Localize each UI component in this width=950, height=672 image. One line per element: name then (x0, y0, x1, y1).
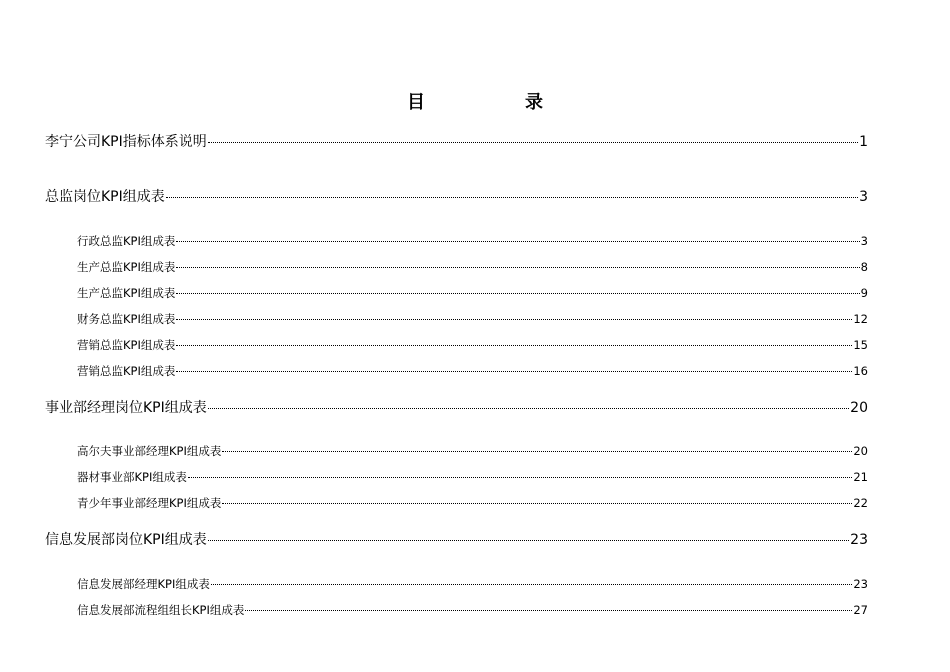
toc-entry-page: 3 (860, 234, 868, 248)
toc-entry-page: 27 (853, 603, 868, 617)
toc-entry[interactable] (45, 529, 868, 549)
toc-entry[interactable] (45, 397, 868, 417)
toc-entry-label: 总监岗位KPI组成表 (45, 189, 165, 205)
toc-entry-page: 23 (850, 532, 868, 548)
toc-subentry[interactable] (77, 363, 868, 379)
toc-subentry[interactable] (77, 259, 868, 275)
toc-subentry[interactable] (77, 495, 868, 511)
toc-entry-page: 15 (853, 338, 868, 352)
toc-entry-label: 信息发展部流程组组长KPI组成表 (77, 603, 245, 617)
toc-entry-label: 信息发展部岗位KPI组成表 (45, 532, 207, 548)
dot-leader (208, 540, 849, 541)
toc-entry-label: 营销总监KPI组成表 (77, 338, 176, 352)
dot-leader (176, 319, 852, 320)
toc-entry[interactable] (45, 186, 868, 206)
toc-entry-page: 20 (850, 400, 868, 416)
toc-entry-page: 1 (859, 134, 868, 150)
toc-title-char-1: 目 (407, 92, 425, 113)
toc-subentry[interactable] (77, 285, 868, 301)
toc-entry-page: 16 (853, 364, 868, 378)
toc-subentry[interactable] (77, 337, 868, 353)
dot-leader (208, 142, 858, 143)
toc-entry-label: 器材事业部KPI组成表 (77, 470, 187, 484)
dot-leader (245, 610, 852, 611)
dot-leader (176, 267, 859, 268)
toc-entry-label: 高尔夫事业部经理KPI组成表 (77, 444, 222, 458)
dot-leader (211, 584, 852, 585)
toc-subentry[interactable] (77, 233, 868, 249)
toc-entry-page: 3 (859, 189, 868, 205)
toc-entry-label: 信息发展部经理KPI组成表 (77, 577, 210, 591)
toc-entry-page: 20 (853, 444, 868, 458)
toc-subentry[interactable] (77, 602, 868, 618)
dot-leader (176, 293, 859, 294)
toc-entry-page: 9 (860, 286, 868, 300)
toc-entry[interactable] (45, 131, 868, 151)
toc-entry-label: 生产总监KPI组成表 (77, 260, 176, 274)
toc-entry-label: 财务总监KPI组成表 (77, 312, 176, 326)
toc-title-char-2: 录 (525, 92, 543, 113)
dot-leader (188, 477, 852, 478)
toc-subentry[interactable] (77, 311, 868, 327)
toc-entry-page: 22 (853, 496, 868, 510)
dot-leader (176, 345, 852, 346)
dot-leader (222, 503, 852, 504)
toc-entry-label: 李宁公司KPI指标体系说明 (45, 134, 207, 150)
dot-leader (176, 241, 859, 242)
toc-entry-page: 12 (853, 312, 868, 326)
toc-subentry[interactable] (77, 576, 868, 592)
toc-subentry[interactable] (77, 469, 868, 485)
toc-entry-label: 行政总监KPI组成表 (77, 234, 176, 248)
toc-entry-page: 23 (853, 577, 868, 591)
toc-entry-page: 21 (853, 470, 868, 484)
toc-entry-label: 营销总监KPI组成表 (77, 364, 176, 378)
dot-leader (166, 197, 858, 198)
toc-subentry[interactable] (77, 443, 868, 459)
toc-entry-label: 青少年事业部经理KPI组成表 (77, 496, 222, 510)
toc-entry-label: 事业部经理岗位KPI组成表 (45, 400, 207, 416)
dot-leader (208, 408, 849, 409)
toc-title (0, 88, 950, 114)
toc-entry-label: 生产总监KPI组成表 (77, 286, 176, 300)
toc-entry-page: 8 (860, 260, 868, 274)
dot-leader (222, 451, 852, 452)
dot-leader (176, 371, 852, 372)
